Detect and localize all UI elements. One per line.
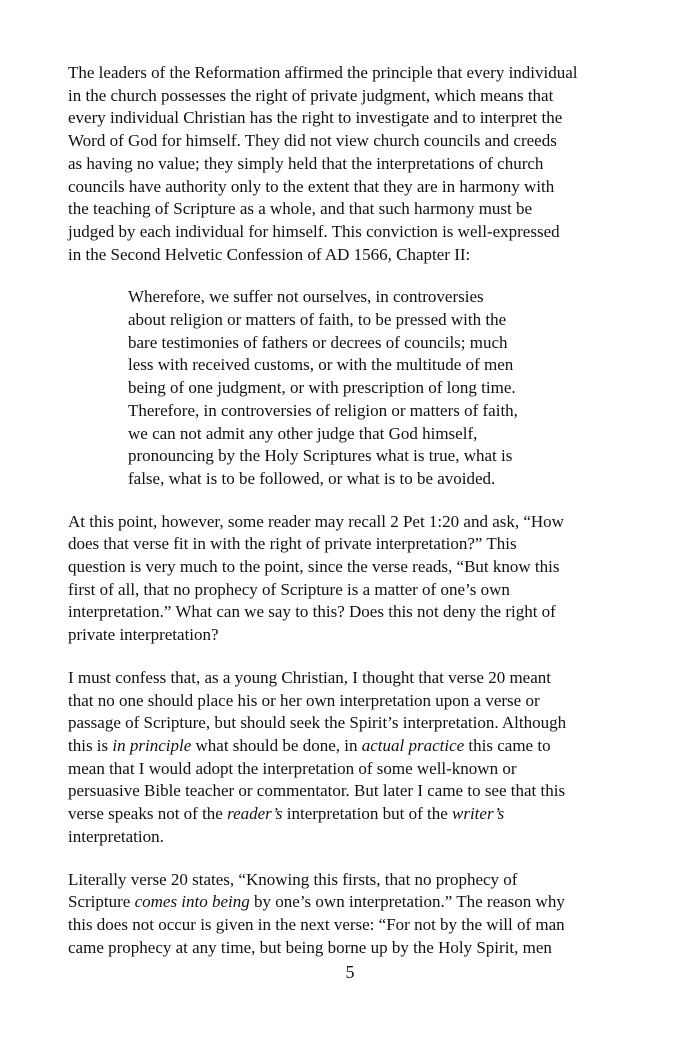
text-run: question is very much to the point, since the verse reads, “But know this bbox=[68, 557, 560, 577]
text-line bbox=[68, 712, 628, 735]
text-run: mean that I would adopt the interpretation of some well-known or bbox=[68, 758, 517, 778]
text-run: Therefore, in controversies of religion or matters of faith, bbox=[128, 400, 518, 420]
text-line bbox=[68, 62, 628, 85]
text-run: what should be done, in bbox=[191, 735, 362, 755]
text-run: private interpretation? bbox=[68, 625, 219, 645]
text-run: Word of God for himself. They did not view church councils and creeds bbox=[68, 131, 557, 151]
body-text bbox=[68, 62, 628, 979]
text-line bbox=[128, 468, 628, 491]
text-line bbox=[68, 826, 628, 849]
text-run: pronouncing by the Holy Scriptures what is true, what is bbox=[128, 446, 513, 466]
text-line bbox=[68, 556, 628, 579]
text-line bbox=[68, 511, 628, 534]
text-run: verse speaks not of the bbox=[68, 804, 228, 824]
page-number: 5 bbox=[345, 962, 355, 982]
text-run: Literally verse 20 states, “Knowing this firsts, that no prophecy of bbox=[68, 869, 518, 889]
text-run: Scripture bbox=[68, 892, 135, 912]
text-line bbox=[68, 667, 628, 690]
text-line bbox=[68, 891, 628, 914]
italic-text-run: actual practice bbox=[361, 735, 465, 755]
text-line bbox=[128, 309, 628, 332]
text-line bbox=[68, 735, 628, 758]
text-run: by one’s own interpretation.” The reason why bbox=[249, 892, 565, 912]
text-line bbox=[68, 758, 628, 781]
text-run: Wherefore, we suffer not ourselves, in controversies bbox=[128, 287, 484, 307]
paragraph-literal-verse-20 bbox=[68, 869, 628, 960]
text-run: the teaching of Scripture as a whole, and that such harmony must be bbox=[68, 199, 533, 219]
text-run: I must confess that, as a young Christian, I thought that verse 20 meant bbox=[68, 667, 551, 687]
text-run: that no one should place his or her own interpretation upon a verse or bbox=[68, 690, 540, 710]
text-run: judged by each individual for himself. This conviction is well-expressed bbox=[68, 221, 560, 241]
text-line bbox=[68, 85, 628, 108]
text-line bbox=[68, 107, 628, 130]
text-line bbox=[68, 244, 628, 267]
text-run: every individual Christian has the right to investigate and to interpret the bbox=[68, 108, 563, 128]
text-line bbox=[68, 579, 628, 602]
text-run: as having no value; they simply held that the interpretations of church bbox=[68, 153, 544, 173]
text-line bbox=[68, 176, 628, 199]
text-line bbox=[128, 400, 628, 423]
text-run: came prophecy at any time, but being borne up by the Holy Spirit, men bbox=[68, 937, 552, 957]
text-run: this does not occur is given in the next verse: “For not by the will of man bbox=[68, 914, 565, 934]
text-line bbox=[68, 914, 628, 937]
text-run: in the church possesses the right of private judgment, which means that bbox=[68, 85, 554, 105]
text-run: false, what is to be followed, or what is to be avoided. bbox=[128, 468, 496, 488]
text-run: interpretation.” What can we say to this? Does this not deny the right of bbox=[68, 602, 556, 622]
text-line bbox=[68, 690, 628, 713]
text-line bbox=[68, 198, 628, 221]
text-line bbox=[128, 377, 628, 400]
text-line bbox=[128, 286, 628, 309]
text-run: this came to bbox=[464, 735, 551, 755]
text-line bbox=[68, 153, 628, 176]
text-run: about religion or matters of faith, to be pressed with the bbox=[128, 310, 507, 330]
text-run: this is bbox=[68, 735, 113, 755]
text-line bbox=[68, 624, 628, 647]
text-line bbox=[68, 130, 628, 153]
italic-text-run: in principle bbox=[112, 735, 192, 755]
italic-text-run: comes into being bbox=[134, 892, 250, 912]
text-line bbox=[128, 445, 628, 468]
text-run: interpretation but of the bbox=[282, 804, 452, 824]
text-run: less with received customs, or with the multitude of men bbox=[128, 355, 514, 375]
text-line bbox=[68, 533, 628, 556]
block-quote-helvetic-confession bbox=[128, 286, 628, 490]
text-line bbox=[68, 937, 628, 960]
text-line bbox=[68, 601, 628, 624]
text-run: councils have authority only to the extent that they are in harmony with bbox=[68, 176, 555, 196]
text-line bbox=[68, 221, 628, 244]
text-line bbox=[68, 803, 628, 826]
text-run: being of one judgment, or with prescription of long time. bbox=[128, 378, 516, 398]
paragraph-reformation-principle bbox=[68, 62, 628, 266]
text-run: bare testimonies of fathers or decrees of councils; much bbox=[128, 332, 508, 352]
text-run: in the Second Helvetic Confession of AD 1566, Chapter II: bbox=[68, 244, 471, 264]
paragraph-young-christian bbox=[68, 667, 628, 849]
text-run: At this point, however, some reader may recall 2 Pet 1:20 and ask, “How bbox=[68, 511, 564, 531]
italic-text-run: reader’s bbox=[227, 804, 283, 824]
text-run: The leaders of the Reformation affirmed the principle that every individual bbox=[68, 63, 578, 82]
text-line bbox=[128, 423, 628, 446]
text-run: we can not admit any other judge that God himself, bbox=[128, 423, 478, 443]
text-run: persuasive Bible teacher or commentator. But later I came to see that this bbox=[68, 781, 566, 801]
text-run: does that verse fit in with the right of private interpretation?” This bbox=[68, 534, 517, 554]
text-line bbox=[128, 332, 628, 355]
text-run: interpretation. bbox=[68, 826, 164, 846]
paragraph-2-pet-question bbox=[68, 511, 628, 647]
text-run: first of all, that no prophecy of Scripture is a matter of one’s own bbox=[68, 579, 510, 599]
italic-text-run: writer’s bbox=[452, 804, 505, 824]
text-run: passage of Scripture, but should seek the Spirit’s interpretation. Although bbox=[68, 713, 567, 733]
text-line bbox=[68, 780, 628, 803]
text-line bbox=[68, 869, 628, 892]
text-line bbox=[128, 354, 628, 377]
